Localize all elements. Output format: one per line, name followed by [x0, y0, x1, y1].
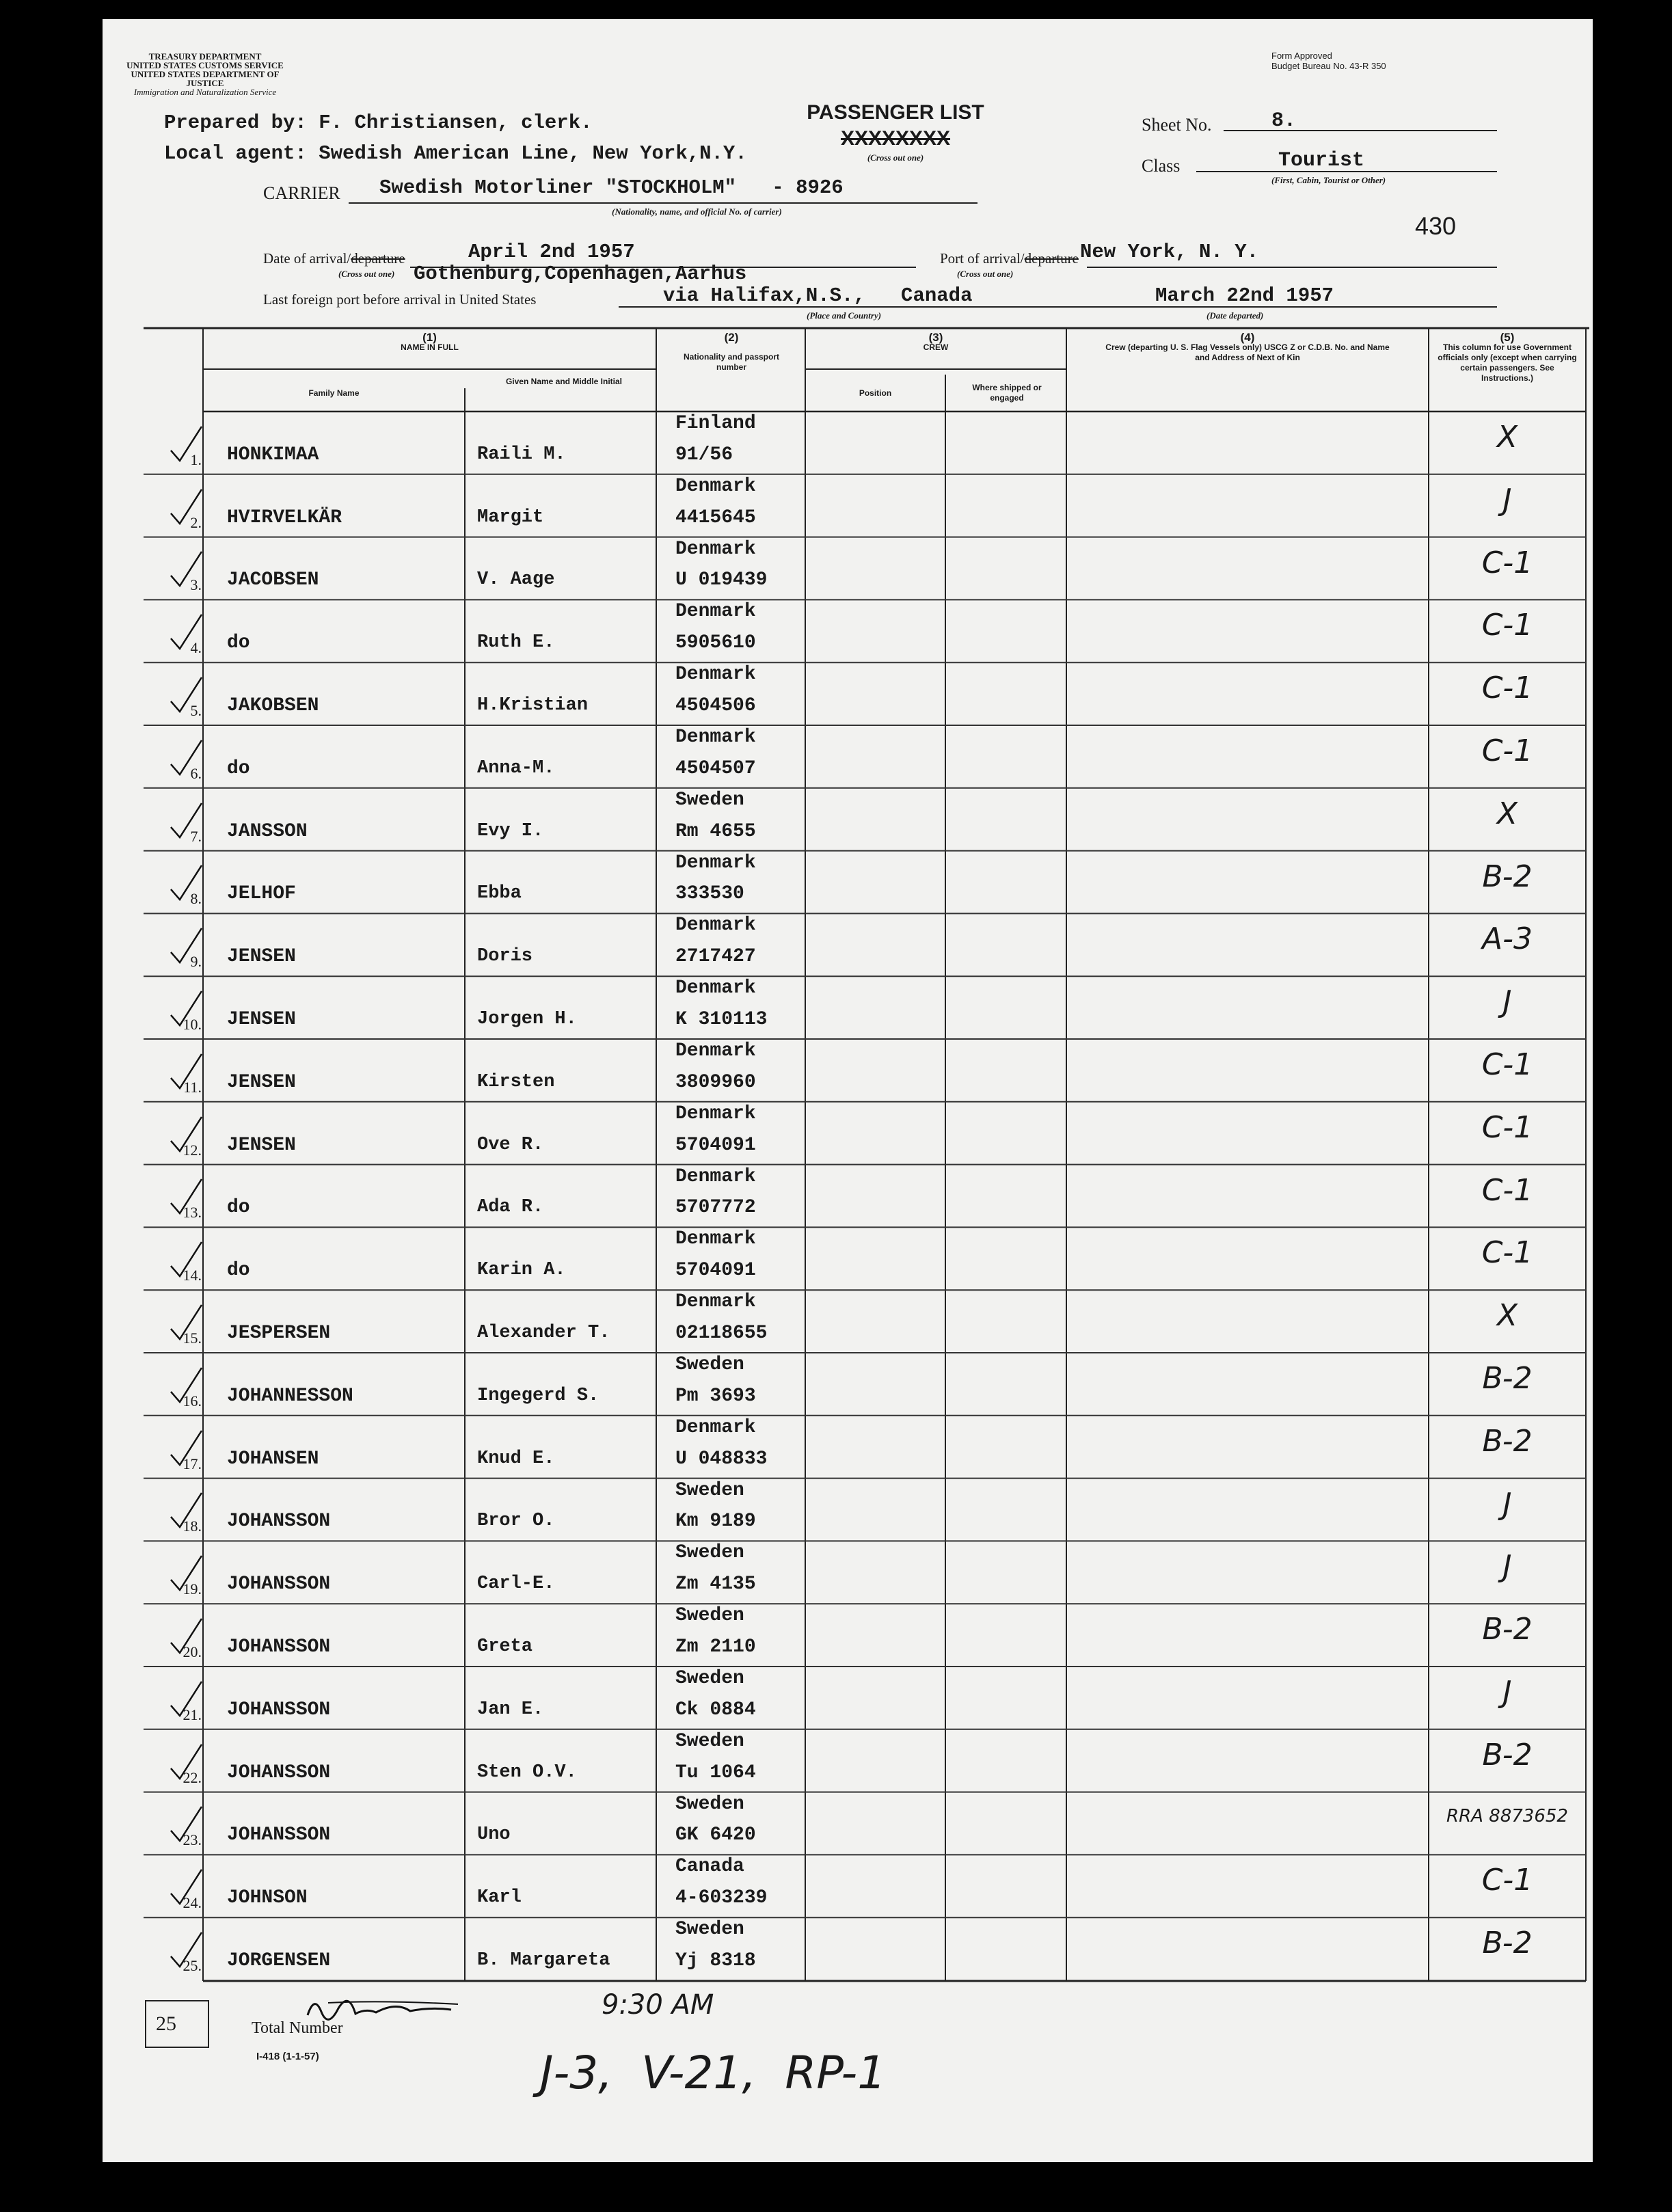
family-name-cell: JAKOBSEN: [227, 694, 319, 716]
nationality-cell: Sweden: [675, 1354, 744, 1375]
table-row: [103, 1290, 1593, 1353]
table-row: [103, 913, 1593, 976]
col2-number: (2): [724, 331, 739, 344]
nationality-cell: Canada: [675, 1856, 744, 1878]
col5-header: [1435, 332, 1579, 383]
col4-title: Crew (departing U. S. Flag Vessels only) USCG Z or C.D.B. No. and Name and Address of Next of Kin: [1105, 342, 1390, 362]
table-row: [103, 1353, 1593, 1416]
table-row: [103, 1667, 1593, 1729]
family-name-cell: JOHANNESSON: [227, 1385, 353, 1407]
given-name-cell: H.Kristian: [477, 694, 589, 716]
row-number: 7.: [190, 827, 202, 845]
check-mark-icon: [167, 1866, 208, 1907]
admission-code: C-1: [1481, 608, 1533, 643]
row-number: 15.: [183, 1329, 202, 1347]
given-name-cell: Alexander T.: [477, 1322, 610, 1343]
total-value: 25: [156, 2012, 176, 2035]
table-row: [103, 1917, 1593, 1980]
cross-out-hint: (Cross out one): [867, 152, 924, 163]
admission-code: C-1: [1481, 1235, 1533, 1271]
where-shipped-header: Where shipped or engaged: [972, 383, 1042, 403]
row-number: 2.: [190, 513, 202, 531]
row-number: 25.: [183, 1956, 202, 1974]
port-crossed: departure: [1024, 250, 1079, 267]
table-row: [103, 474, 1593, 537]
check-mark-icon: [167, 1176, 208, 1217]
check-mark-icon: [167, 423, 208, 464]
table-row: [103, 1729, 1593, 1792]
admission-code: B-2: [1482, 859, 1533, 894]
family-name-cell: HONKIMAA: [227, 444, 319, 466]
family-name-cell: JOHNSON: [227, 1887, 308, 1909]
arrival-crossed: departure: [351, 250, 405, 267]
carrier-label: CARRIER: [263, 183, 340, 203]
given-name-cell: Ebba: [477, 883, 522, 904]
col3-number: (3): [928, 331, 943, 344]
table-row: [103, 788, 1593, 851]
given-name-cell: V. Aage: [477, 569, 555, 591]
passport-cell: 4-603239: [675, 1887, 768, 1909]
passport-cell: 91/56: [675, 444, 733, 466]
passport-cell: 02118655: [675, 1322, 768, 1344]
admission-code: J: [1502, 1486, 1512, 1522]
table-row: [103, 1792, 1593, 1855]
arrival-hint: (Cross out one): [338, 269, 395, 279]
given-name-cell: Carl-E.: [477, 1574, 555, 1595]
check-mark-icon: [167, 1552, 208, 1593]
agency-line-1: TREASURY DEPARTMENT: [148, 51, 262, 62]
check-mark-icon: [167, 1239, 208, 1280]
agency-line-4: Immigration and Naturalization Service: [133, 87, 277, 97]
family-name-cell: JOHANSSON: [227, 1574, 331, 1595]
row-number: 4.: [190, 639, 202, 657]
passport-cell: 2717427: [675, 946, 756, 968]
last-port-value: Gothenburg,Copenhagen,Aarhus: [414, 262, 747, 285]
family-name-header: Family Name: [308, 388, 360, 398]
row-number: 19.: [183, 1580, 202, 1598]
handwritten-tally: J-3, V-21, RP-1: [540, 2047, 887, 2099]
table-row: [103, 1227, 1593, 1290]
port-label-text: Port of arrival/: [940, 250, 1025, 267]
nationality-cell: Sweden: [675, 1793, 744, 1815]
row-number: 1.: [190, 450, 202, 468]
family-name-cell: do: [227, 757, 250, 779]
family-name-cell: do: [227, 1197, 250, 1219]
row-number: 22.: [183, 1768, 202, 1786]
table-row: [103, 1854, 1593, 1917]
passport-cell: K 310113: [675, 1008, 768, 1030]
last-port-label: Last foreign port before arrival in United States: [263, 291, 537, 308]
nationality-cell: Denmark: [675, 1291, 756, 1313]
given-name-cell: Sten O.V.: [477, 1762, 577, 1783]
table-row: [103, 1165, 1593, 1228]
row-number: 11.: [183, 1078, 202, 1096]
admission-code: C-1: [1481, 1863, 1533, 1898]
table-row: [103, 1604, 1593, 1667]
departed-hint: (Date departed): [1206, 310, 1264, 321]
departed-value: March 22nd 1957: [1155, 284, 1334, 307]
row-number: 16.: [183, 1392, 202, 1410]
check-mark-icon: [167, 1051, 208, 1092]
passport-cell: U 019439: [675, 569, 768, 591]
given-name-cell: Ingegerd S.: [477, 1385, 599, 1406]
carrier-value: Swedish Motorliner "STOCKHOLM" - 8926: [379, 176, 844, 199]
check-mark-icon: [167, 548, 208, 589]
given-name-cell: Anna-M.: [477, 757, 555, 779]
passport-cell: Km 9189: [675, 1511, 756, 1533]
check-mark-icon: [167, 1929, 208, 1970]
admission-code: B-2: [1482, 1737, 1533, 1772]
total-label: Total Number: [252, 2019, 343, 2037]
check-mark-icon: [167, 737, 208, 778]
nationality-cell: Denmark: [675, 1165, 756, 1187]
col2-title: Nationality and passport number: [683, 352, 780, 372]
given-name-cell: Raili M.: [477, 444, 566, 465]
row-number: 8.: [190, 890, 202, 908]
row-number: 13.: [183, 1204, 202, 1222]
check-mark-icon: [167, 1615, 208, 1656]
col4-header: [1101, 332, 1394, 363]
check-mark-icon: [167, 1364, 208, 1405]
port-hint: (Cross out one): [957, 269, 1014, 279]
form-number: I-418 (1-1-57): [256, 2051, 319, 2062]
given-name-cell: Doris: [477, 946, 533, 967]
check-mark-icon: [167, 674, 208, 715]
admission-code: X: [1496, 1298, 1518, 1334]
col5-number: (5): [1500, 331, 1515, 344]
family-name-cell: JOHANSSON: [227, 1762, 331, 1783]
given-name-cell: Kirsten: [477, 1071, 555, 1092]
given-name-cell: Ada R.: [477, 1197, 544, 1218]
passport-cell: Yj 8318: [675, 1950, 756, 1971]
given-name-cell: Uno: [477, 1824, 511, 1846]
admission-code: B-2: [1482, 1423, 1533, 1459]
passport-cell: Ck 0884: [675, 1699, 756, 1721]
table-row: [103, 599, 1593, 662]
nationality-cell: Denmark: [675, 1228, 756, 1250]
family-name-cell: do: [227, 632, 250, 654]
given-name-cell: Margit: [477, 507, 544, 528]
passport-cell: Zm 4135: [675, 1574, 756, 1595]
admission-code: C-1: [1481, 1047, 1533, 1082]
family-name-cell: JENSEN: [227, 1071, 296, 1093]
passport-cell: 3809960: [675, 1071, 756, 1093]
page-number: 430: [1415, 212, 1457, 240]
col4-number: (4): [1240, 331, 1255, 344]
col1-header: [203, 332, 656, 353]
arrival-label-text: Date of arrival/: [263, 250, 351, 267]
check-mark-icon: [167, 988, 208, 1029]
family-name-cell: JOHANSEN: [227, 1448, 319, 1470]
family-name-cell: JOHANSSON: [227, 1636, 331, 1658]
nationality-cell: Denmark: [675, 1040, 756, 1062]
table-row: [103, 725, 1593, 788]
check-mark-icon: [167, 1678, 208, 1719]
check-mark-icon: [167, 800, 208, 841]
table-row: [103, 1102, 1593, 1165]
passport-cell: 4504507: [675, 757, 756, 779]
passport-cell: Zm 2110: [675, 1636, 756, 1658]
admission-code: C-1: [1481, 545, 1533, 580]
nationality-cell: Denmark: [675, 1416, 756, 1438]
col1-number: (1): [422, 331, 437, 344]
nationality-cell: Sweden: [675, 1479, 744, 1501]
passport-cell: 4415645: [675, 507, 756, 528]
nationality-cell: Denmark: [675, 727, 756, 748]
handwritten-time: 9:30 AM: [602, 1989, 714, 2021]
via-value: via Halifax,N.S., Canada: [663, 284, 973, 307]
row-number: 3.: [190, 576, 202, 594]
passport-cell: 4504506: [675, 694, 756, 716]
check-mark-icon: [167, 1427, 208, 1468]
row-number: 21.: [183, 1705, 202, 1723]
family-name-cell: HVIRVELKÄR: [227, 507, 342, 528]
passport-cell: U 048833: [675, 1448, 768, 1470]
table-row: [103, 976, 1593, 1039]
admission-code: J: [1502, 984, 1512, 1020]
table-row: [103, 537, 1593, 600]
admission-code: B-2: [1482, 1926, 1533, 1961]
col5-title: This column for use Government officials only (except when carrying certain passengers. See Instructions.): [1438, 342, 1577, 383]
table-row: [103, 1039, 1593, 1102]
nationality-cell: Denmark: [675, 538, 756, 560]
check-mark-icon: [167, 1114, 208, 1155]
sheet-label: Sheet No.: [1142, 115, 1212, 135]
check-mark-icon: [167, 1301, 208, 1343]
given-name-cell: Knud E.: [477, 1448, 555, 1469]
given-name-cell: Greta: [477, 1636, 533, 1657]
admission-code: B-2: [1482, 1612, 1533, 1647]
nationality-cell: Denmark: [675, 475, 756, 497]
check-mark-icon: [167, 1489, 208, 1530]
class-label: Class: [1142, 156, 1181, 176]
row-number: 9.: [190, 953, 202, 971]
nationality-cell: Sweden: [675, 1668, 744, 1689]
row-number: 12.: [183, 1141, 202, 1159]
given-name-cell: Ruth E.: [477, 632, 555, 653]
form-approved-text: Form Approved: [1271, 51, 1332, 61]
position-header: Position: [859, 388, 892, 398]
family-name-cell: JENSEN: [227, 1008, 296, 1030]
table-row: [103, 1541, 1593, 1604]
nationality-cell: Denmark: [675, 1103, 756, 1124]
family-name-cell: JENSEN: [227, 1134, 296, 1156]
nationality-cell: Finland: [675, 413, 756, 434]
place-hint: (Place and Country): [807, 310, 882, 321]
passport-cell: 5704091: [675, 1134, 756, 1156]
table-row: [103, 851, 1593, 914]
list-title: PASSENGER LIST: [807, 101, 984, 124]
col3-header: [805, 332, 1066, 353]
admission-code: A-3: [1482, 921, 1533, 957]
row-number: 6.: [190, 764, 202, 782]
row-number: 10.: [183, 1015, 202, 1033]
given-name-cell: Evy I.: [477, 820, 544, 841]
nationality-cell: Denmark: [675, 915, 756, 936]
row-number: 24.: [183, 1894, 202, 1912]
passport-cell: 5707772: [675, 1197, 756, 1219]
nationality-cell: Sweden: [675, 1730, 744, 1752]
port-value: New York, N. Y.: [1080, 241, 1259, 263]
arrival-date: April 2nd 1957: [468, 241, 635, 263]
admission-code: RRA 8873652: [1446, 1805, 1568, 1826]
passport-cell: Rm 4655: [675, 820, 756, 842]
sheet-value: 8.: [1271, 109, 1297, 133]
family-name-cell: JORGENSEN: [227, 1950, 331, 1971]
passport-cell: Tu 1064: [675, 1762, 756, 1783]
col3-title: CREW: [923, 342, 949, 352]
nationality-cell: Denmark: [675, 977, 756, 999]
row-number: 23.: [183, 1831, 202, 1849]
family-name-cell: do: [227, 1260, 250, 1282]
col2-header: [677, 332, 786, 373]
table-row: [103, 412, 1593, 474]
passport-cell: GK 6420: [675, 1824, 756, 1846]
admission-code: J: [1502, 1675, 1512, 1710]
agency-line-2: UNITED STATES CUSTOMS SERVICE: [126, 60, 284, 70]
given-name-header: Given Name and Middle Initial: [505, 377, 623, 386]
check-mark-icon: [167, 611, 208, 652]
given-name-cell: Jan E.: [477, 1699, 544, 1720]
family-name-cell: JELHOF: [227, 883, 296, 905]
manifest-page: [103, 19, 1593, 2162]
col1-title: NAME IN FULL: [401, 342, 459, 352]
family-name-cell: JESPERSEN: [227, 1322, 331, 1344]
admission-code: C-1: [1481, 1109, 1533, 1145]
nationality-cell: Denmark: [675, 852, 756, 874]
family-name-cell: JOHANSSON: [227, 1824, 331, 1846]
given-name-cell: Karl: [477, 1887, 522, 1908]
admission-code: J: [1502, 1549, 1512, 1584]
family-name-cell: JACOBSEN: [227, 569, 319, 591]
row-number: 17.: [183, 1455, 202, 1472]
class-hint: (First, Cabin, Tourist or Other): [1271, 175, 1386, 185]
table-row: [103, 662, 1593, 725]
passport-cell: 5704091: [675, 1260, 756, 1282]
table-row: [103, 1479, 1593, 1541]
total-box: [145, 2000, 209, 2048]
family-name-cell: JENSEN: [227, 946, 296, 968]
family-name-cell: JOHANSSON: [227, 1699, 331, 1721]
given-name-cell: Jorgen H.: [477, 1008, 577, 1029]
check-mark-icon: [167, 1741, 208, 1782]
passport-cell: Pm 3693: [675, 1385, 756, 1407]
prepared-by: Prepared by: F. Christiansen, clerk.: [164, 111, 593, 134]
admission-code: C-1: [1481, 1172, 1533, 1208]
family-name-cell: JOHANSSON: [227, 1511, 331, 1533]
budget-bureau-text: Budget Bureau No. 43-R 350: [1271, 61, 1386, 71]
passport-cell: 333530: [675, 883, 744, 905]
nationality-cell: Denmark: [675, 664, 756, 686]
given-name-cell: Karin A.: [477, 1260, 566, 1281]
table-row: [103, 1416, 1593, 1479]
given-name-cell: Bror O.: [477, 1511, 555, 1532]
row-number: 5.: [190, 701, 202, 719]
check-mark-icon: [167, 862, 208, 903]
check-mark-icon: [167, 925, 208, 966]
admission-code: X: [1496, 420, 1518, 455]
class-value: Tourist: [1278, 149, 1365, 172]
check-mark-icon: [167, 486, 208, 527]
nationality-cell: Sweden: [675, 1919, 744, 1941]
local-agent: Local agent: Swedish American Line, New York,N.Y.: [164, 142, 747, 165]
admission-code: C-1: [1481, 671, 1533, 706]
carrier-hint: (Nationality, name, and official No. of carrier): [612, 206, 782, 217]
nationality-cell: Sweden: [675, 789, 744, 811]
given-name-cell: Ove R.: [477, 1134, 544, 1155]
admission-code: J: [1502, 482, 1512, 517]
admission-code: C-1: [1481, 733, 1533, 768]
row-number: 18.: [183, 1518, 202, 1535]
row-number: 20.: [183, 1643, 202, 1660]
passport-cell: 5905610: [675, 632, 756, 654]
list-title-crossed: XXXXXXXX: [840, 127, 951, 150]
check-mark-icon: [167, 1803, 208, 1844]
nationality-cell: Sweden: [675, 1605, 744, 1627]
handwritten-signature: [301, 1988, 472, 2029]
nationality-cell: Sweden: [675, 1542, 744, 1564]
nationality-cell: Denmark: [675, 601, 756, 623]
family-name-cell: JANSSON: [227, 820, 308, 842]
row-number: 14.: [183, 1267, 202, 1284]
admission-code: X: [1496, 796, 1518, 831]
agency-line-3: UNITED STATES DEPARTMENT OF JUSTICE: [131, 69, 280, 88]
given-name-cell: B. Margareta: [477, 1950, 610, 1971]
admission-code: B-2: [1482, 1361, 1533, 1396]
